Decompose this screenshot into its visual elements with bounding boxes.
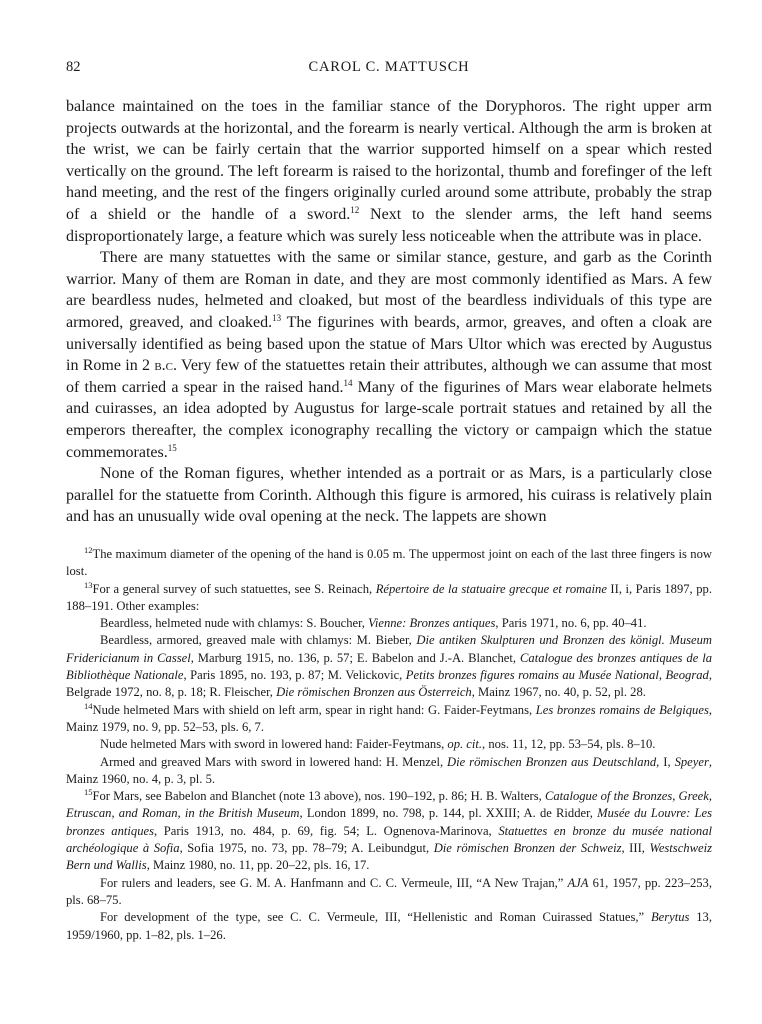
footnote-12: $^{12}$The maximum diameter of the opening of the hand is 0.05 m. The uppermost joint on each of the last three fingers is now lost. (66, 545, 712, 579)
body-text (66, 96, 712, 528)
paragraph-1: balance maintained on the toes in the familiar stance of the Doryphoros. The right upper arm projects outwards at the horizontal, and the forearm is nearly vertical. Although the arm is broken at the wrist, we can be fairly certain that the warrior supported himself on a spear which rested vertically on the ground. The left forearm is raised to the horizontal, thumb and forefinger of the left hand meeting, and the rest of the fingers originally curled around some attribute, probably the strap of a shield or the handle of a sword.$^{12}$ Next to the slender arms, the left hand seems disproportionately large, a feature which was surely less noticeable when the attribute was in place. (66, 98, 712, 245)
paragraph-2: There are many statuettes with the same or similar stance, gesture, and garb as the Corinth warrior. Many of them are Roman in date, and they are most commonly identified as Mars. A few are beardless nudes, helmeted and cloaked, but most of the beardless individuals of this type are armored, greaved, and cloaked.$^{13}$ The figurines with beards, armor, greaves, and often a cloak are universally identified as being based upon the statue of Mars Ultor which was erected by Augustus in Rome in 2 b.c. Very few of the statuettes retain their attributes, although we can assume that most of them carried a spear in the raised hand.$^{14}$ Many of the figurines of Mars wear elaborate helmets and cuirasses, an idea adopted by Augustus for large-scale portrait statues and retained by all the emperors thereafter, the complex iconography recalling the victory or campaign which the statue commemorates.$^{15}$ (66, 249, 713, 461)
footnote-15-rulers: For rulers and leaders, see G. M. A. Hanfmann and C. C. Vermeule, III, “A New Trajan,” AJA 61, 1957, pp. 223–253, pls. 68–75. (66, 875, 712, 907)
page-number: 82 (66, 59, 81, 75)
page-header (66, 59, 712, 79)
page (66, 0, 712, 1024)
paragraph-3: None of the Roman figures, whether intended as a portrait or as Mars, is a particularly close parallel for the statuette from Corinth. Although this figure is armored, his cuirass is relatively plain and has an unusually wide oval opening at the neck. The lappets are shown (66, 465, 712, 526)
running-head: CAROL C. MATTUSCH (308, 59, 470, 75)
footnote-14: $^{14}$Nude helmeted Mars with shield on left arm, spear in right hand: G. Faider-Feytmans, Les bronzes romains de Belgiques, Mainz 1979, no. 9, pp. 52–53, pls. 6, 7. (66, 700, 712, 734)
footnote-14-sword-lowered: Nude helmeted Mars with sword in lowered hand: Faider-Feytmans, op. cit., nos. 11, 12, pp. 53–54, pls. 8–10. (100, 737, 656, 752)
footnote-ref-14[interactable]: 14 (343, 377, 353, 388)
footnote-15: $^{15}$For Mars, see Babelon and Blanchet (note 13 above), nos. 190–192, p. 86; H. B. Walters, Catalogue of the Bronzes, Greek, Etruscan, and Roman, in the British Museum, London 1899, no. 798, p. 144, pl. XXIII; A. de Ridder, Musée du Louvre: Les bronzes antiques, Paris 1913, no. 484, p. 69, fig. 54; L. Ognenova-Marinova, Statuettes en bronze du musée national archéologique à Sofia, Sofia 1975, no. 73, pp. 78–79; A. Leibundgut, Die römischen Bronzen der Schweiz, III, Westschweiz Bern und Wallis, Mainz 1980, no. 11, pp. 20–22, pls. 16, 17. (66, 787, 713, 873)
footnote-14-armed-greaved: Armed and greaved Mars with sword in lowered hand: H. Menzel, Die römischen Bronzen aus Deutschland, I, Speyer, Mainz 1960, no. 4, p. 3, pl. 5. (66, 754, 712, 786)
footnote-ref-15[interactable]: 15 (167, 442, 177, 453)
footnote-15-development: For development of the type, see C. C. Vermeule, III, “Hellenistic and Roman Cuirassed Statues,” Berytus 13, 1959/1960, pp. 1–82, pls. 1–26. (66, 910, 712, 942)
footnotes (66, 546, 712, 944)
footnote-ref-13[interactable]: 13 (272, 312, 282, 323)
footnote-13: $^{13}$For a general survey of such statuettes, see S. Reinach, Répertoire de la statuaire grecque et romaine II, i, Paris 1897, pp. 188–191. Other examples: (66, 579, 712, 613)
footnote-ref-12[interactable]: 12 (350, 204, 360, 215)
footnote-13-armored-male: Beardless, armored, greaved male with chlamys: M. Bieber, Die antiken Skulpturen und Bronzen des königl. Museum Fridericianum in Cassel, Marburg 1915, no. 136, p. 57; E. Babelon and J.-A. Blanchet, Catalogue des bronzes antiques de la Bibliothèque Nationale, Paris 1895, no. 193, p. 87; M. Velickovic, Petits bronzes figures romains au Musée National, Beograd, Belgrade 1972, no. 8, p. 18; R. Fleischer, Die römischen Bronzen aus Österreich, Mainz 1967, no. 40, p. 52, pl. 28. (66, 633, 713, 700)
footnote-13-beardless-nude: Beardless, helmeted nude with chlamys: S. Boucher, Vienne: Bronzes antiques, Paris 1971, no. 6, pp. 40–41. (100, 616, 647, 631)
